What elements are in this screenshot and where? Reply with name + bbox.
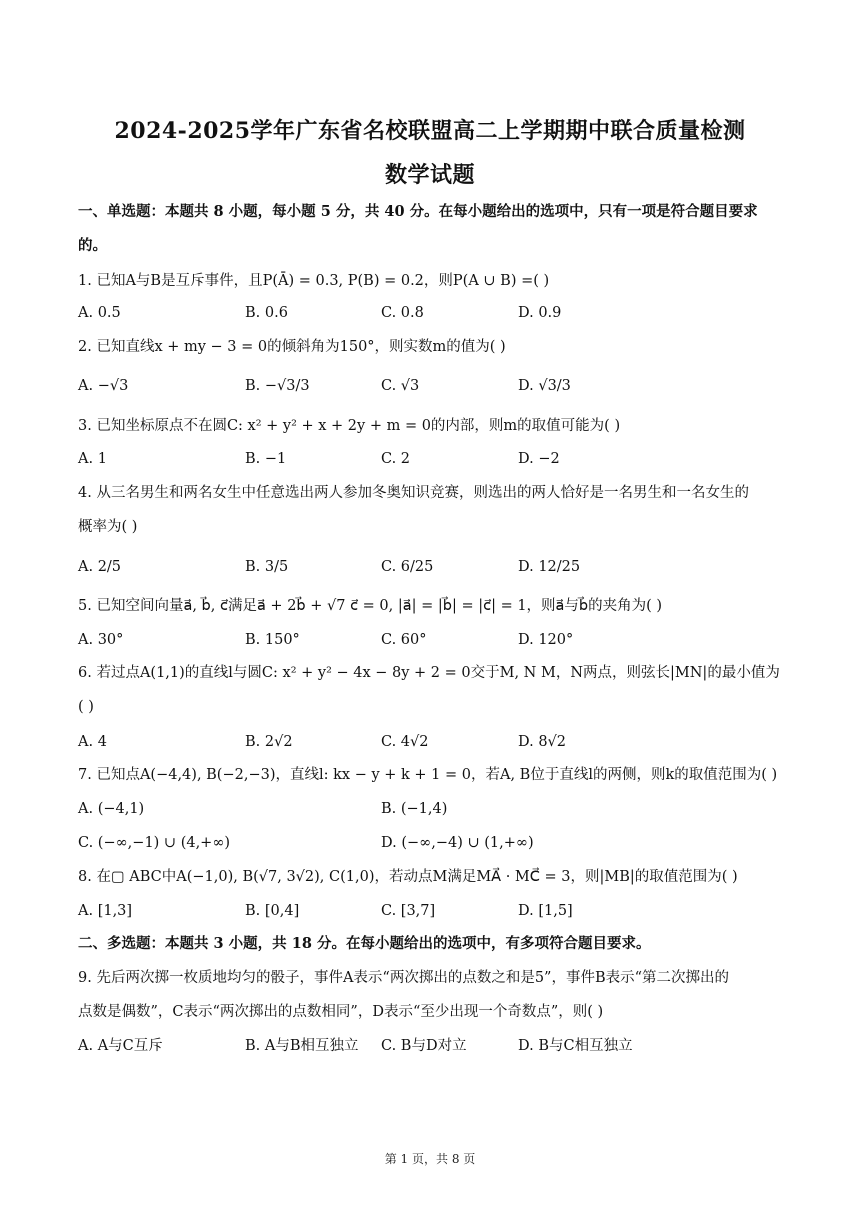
q8-option-c: C. [3,7] bbox=[381, 903, 436, 919]
q3-stem: 3. 已知坐标原点不在圆C: x² + y² + x + 2y + m = 0的内部，则m的取值可能为( ) bbox=[78, 418, 621, 434]
q8-option-b: B. [0,4] bbox=[245, 903, 300, 919]
q8-option-d: D. [1,5] bbox=[518, 903, 573, 919]
q6-stem-line2: ( ) bbox=[78, 699, 94, 715]
exam-subtitle: 数学试题 bbox=[384, 162, 475, 188]
q2-option-b: B. −√3/3 bbox=[245, 378, 310, 394]
q9-option-d: D. B与C相互独立 bbox=[518, 1038, 633, 1054]
q5-option-c: C. 60° bbox=[381, 632, 427, 648]
q9-stem-line2: 点数是偶数”，C表示“两次掷出的点数相同”，D表示“至少出现一个奇数点”，则( ) bbox=[78, 1004, 604, 1020]
q6-option-a: A. 4 bbox=[78, 734, 107, 750]
q1-option-b: B. 0.6 bbox=[245, 305, 288, 321]
q2-option-a: A. −√3 bbox=[78, 378, 129, 394]
q6-option-c: C. 4√2 bbox=[381, 734, 429, 750]
q3-option-b: B. −1 bbox=[245, 451, 287, 467]
q1-stem: 1. 已知A与B是互斥事件，且P(Ā) = 0.3, P(B) = 0.2，则P(A ∪ B) =( ) bbox=[78, 273, 550, 289]
q9-option-c: C. B与D对立 bbox=[381, 1038, 467, 1054]
q8-stem: 8. 在▢ ABC中A(−1,0), B(√7, 3√2), C(1,0)，若动点M满足MA⃗ · MC⃗ = 3，则|MB|的取值范围为( ) bbox=[78, 869, 738, 885]
q4-option-a: A. 2/5 bbox=[78, 559, 122, 575]
page-footer: 第 1 页，共 8 页 bbox=[384, 1152, 476, 1166]
q7-option-d: D. (−∞,−4) ∪ (1,+∞) bbox=[381, 835, 534, 851]
q9-stem-line1: 9. 先后两次掷一枚质地均匀的骰子，事件A表示“两次掷出的点数之和是5”，事件B表示“第二次掷出的 bbox=[78, 970, 730, 986]
q2-stem: 2. 已知直线x + my − 3 = 0的倾斜角为150°，则实数m的值为( ) bbox=[78, 339, 506, 355]
q9-option-b: B. A与B相互独立 bbox=[245, 1038, 359, 1054]
q4-option-c: C. 6/25 bbox=[381, 559, 434, 575]
q2-option-d: D. √3/3 bbox=[518, 378, 571, 394]
q6-stem-line1: 6. 若过点A(1,1)的直线l与圆C: x² + y² − 4x − 8y + 2 = 0交于M, N M，N两点，则弦长|MN|的最小值为 bbox=[78, 665, 780, 681]
q5-option-d: D. 120° bbox=[518, 632, 574, 648]
q6-option-b: B. 2√2 bbox=[245, 734, 293, 750]
q5-option-a: A. 30° bbox=[78, 632, 124, 648]
q8-option-a: A. [1,3] bbox=[78, 903, 133, 919]
section1-heading-line2: 的。 bbox=[78, 237, 107, 254]
q3-option-c: C. 2 bbox=[381, 451, 411, 467]
section1-heading-line1: 一、单选题：本题共 8 小题，每小题 5 分，共 40 分。在每小题给出的选项中，只有一项是符合题目要求 bbox=[78, 203, 758, 220]
q3-option-a: A. 1 bbox=[78, 451, 107, 467]
q4-stem-line2: 概率为( ) bbox=[78, 519, 138, 535]
q1-option-a: A. 0.5 bbox=[78, 305, 121, 321]
q4-option-d: D. 12/25 bbox=[518, 559, 581, 575]
q7-option-c: C. (−∞,−1) ∪ (4,+∞) bbox=[78, 835, 231, 851]
q9-option-a: A. A与C互斥 bbox=[78, 1038, 163, 1054]
q6-option-d: D. 8√2 bbox=[518, 734, 567, 750]
q7-stem: 7. 已知点A(−4,4), B(−2,−3)，直线l: kx − y + k + 1 = 0，若A, B位于直线l的两侧，则k的取值范围为( ) bbox=[78, 767, 778, 783]
q7-option-b: B. (−1,4) bbox=[381, 801, 448, 817]
q5-stem: 5. 已知空间向量a⃗, b⃗, c⃗满足a⃗ + 2b⃗ + √7 c⃗ = 0, |a⃗| = |b⃗| = |c⃗| = 1，则a⃗与b⃗的夹角为( ) bbox=[78, 598, 663, 614]
q7-option-a: A. (−4,1) bbox=[78, 801, 145, 817]
exam-title: 2024-2025学年广东省名校联盟高二上学期期中联合质量检测 bbox=[114, 118, 746, 144]
section2-heading: 二、多选题：本题共 3 小题，共 18 分。在每小题给出的选项中，有多项符合题目要求。 bbox=[78, 935, 651, 952]
q5-option-b: B. 150° bbox=[245, 632, 300, 648]
q2-option-c: C. √3 bbox=[381, 378, 420, 394]
q4-stem-line1: 4. 从三名男生和两名女生中任意选出两人参加冬奥知识竞赛，则选出的两人恰好是一名男生和一名女生的 bbox=[78, 485, 749, 501]
q1-option-c: C. 0.8 bbox=[381, 305, 424, 321]
q1-option-d: D. 0.9 bbox=[518, 305, 562, 321]
q4-option-b: B. 3/5 bbox=[245, 559, 289, 575]
q3-option-d: D. −2 bbox=[518, 451, 560, 467]
